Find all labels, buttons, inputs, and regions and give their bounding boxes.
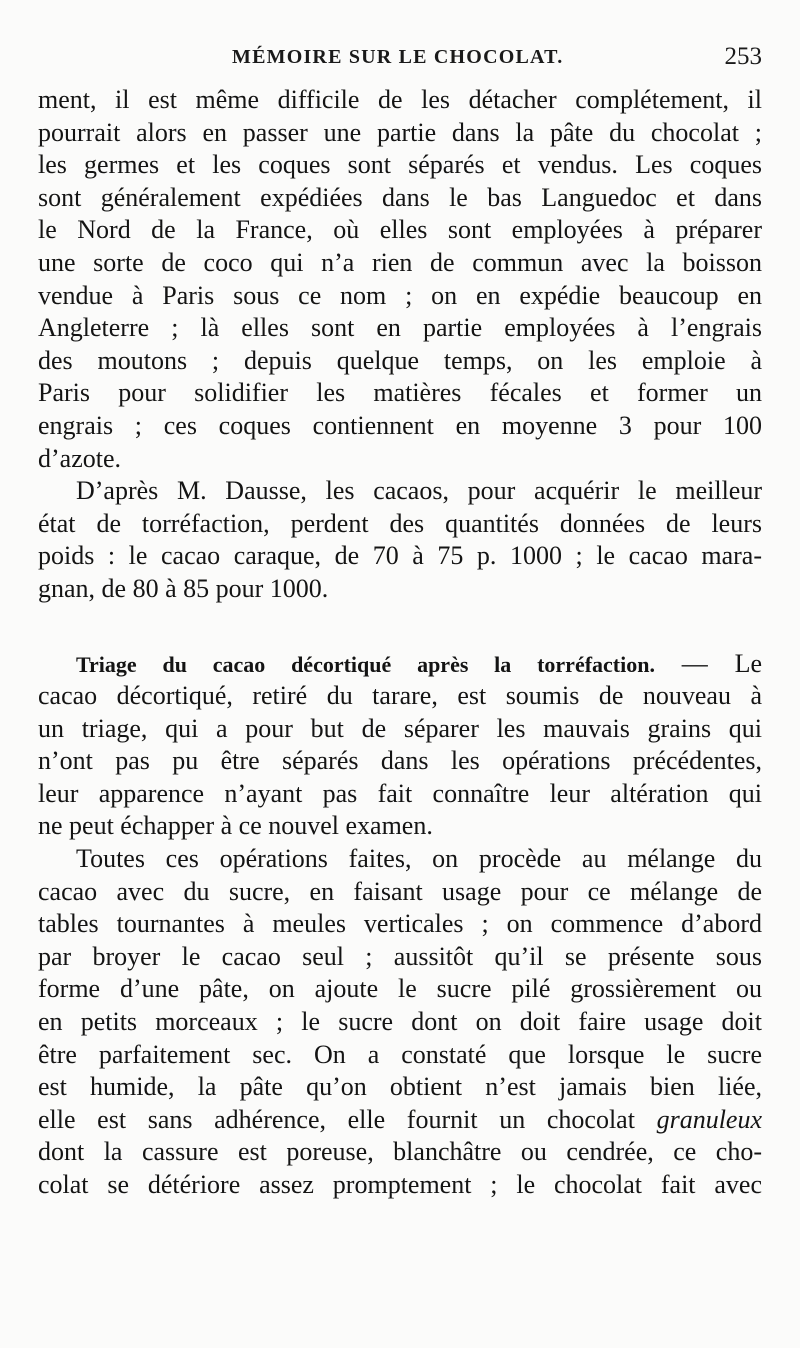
text-line: vendue à Paris sous ce nom ; on en expédie beaucoup en xyxy=(38,280,762,310)
text-line: cacao avec du sucre, en faisant usage pour ce mélange de xyxy=(38,876,762,906)
body-text xyxy=(38,84,762,1202)
text-line: engrais ; ces coques contiennent en moyenne 3 pour 100 xyxy=(38,410,762,440)
paragraph-4 xyxy=(38,843,762,1202)
text-line: dont la cassure est poreuse, blanchâtre ou cendrée, ce cho- xyxy=(38,1137,762,1167)
text-line: les germes et les coques sont séparés et vendus. Les coques xyxy=(38,150,762,180)
text-line: en petits morceaux ; le sucre dont on doit faire usage doit xyxy=(38,1007,762,1037)
section-gap xyxy=(38,606,762,648)
text-line: un triage, qui a pour but de séparer les mauvais grains qui xyxy=(38,713,762,743)
text-line: n’ont pas pu être séparés dans les opérations précédentes, xyxy=(38,746,762,776)
line-text: elle est sans adhérence, elle fournit un chocolat xyxy=(38,1104,657,1134)
text-line: cacao décortiqué, retiré du tarare, est soumis de nouveau à xyxy=(38,681,762,711)
text-line: pourrait alors en passer une partie dans la pâte du chocolat ; xyxy=(38,117,762,147)
text-line: être parfaitement sec. On a constaté que lorsque le sucre xyxy=(38,1039,762,1069)
text-line: est humide, la pâte qu’on obtient n’est jamais bien liée, xyxy=(38,1072,762,1102)
page-header xyxy=(0,42,800,82)
text-line: tables tournantes à meules verticales ; on commence d’abord xyxy=(38,909,762,939)
text-line: ne peut échapper à ce nouvel examen. xyxy=(38,811,433,841)
paragraph-2 xyxy=(38,475,762,605)
text-line: leur apparence n’ayant pas fait connaître leur altération qui xyxy=(38,778,762,808)
paragraph-1 xyxy=(38,84,762,475)
text-line: d’azote. xyxy=(38,443,122,473)
text-line: état de torréfaction, perdent des quantités données de leurs xyxy=(38,508,762,538)
text-line: une sorte de coco qui n’a rien de commun avec la boisson xyxy=(38,247,762,277)
section-heading-line xyxy=(38,648,762,681)
section-heading: Triage du cacao décortiqué après la torréfaction. xyxy=(76,651,655,677)
text-line: Paris pour solidifier les matières fécales et former un xyxy=(38,378,762,408)
text-line: par broyer le cacao seul ; aussitôt qu’il se présente sous xyxy=(38,941,762,971)
text-line: Toutes ces opérations faites, on procède au mélange du xyxy=(76,844,762,874)
text-line-with-italic xyxy=(38,1104,762,1137)
text-line: Angleterre ; là elles sont en partie employées à l’engrais xyxy=(38,313,762,343)
text-line: des moutons ; depuis quelque temps, on les emploie à xyxy=(38,345,762,375)
text-line: le Nord de la France, où elles sont employées à préparer xyxy=(38,215,762,245)
heading-tail: — Le xyxy=(654,648,762,678)
italic-word: granuleux xyxy=(656,1104,762,1134)
page-number: 253 xyxy=(724,43,762,70)
text-line: forme d’une pâte, on ajoute le sucre pilé grossièrement ou xyxy=(38,974,762,1004)
text-line: colat se détériore assez promptement ; le chocolat fait avec xyxy=(38,1170,762,1199)
text-line: ment, il est même difficile de les détacher complétement, il xyxy=(38,85,762,114)
running-title: MÉMOIRE SUR LE CHOCOLAT. xyxy=(232,46,564,68)
text-line: poids : le cacao caraque, de 70 à 75 p. 1000 ; le cacao mara- xyxy=(38,541,762,571)
text-line: sont généralement expédiées dans le bas Languedoc et dans xyxy=(38,182,762,212)
text-line: gnan, de 80 à 85 pour 1000. xyxy=(38,573,329,603)
text-line: D’après M. Dausse, les cacaos, pour acquérir le meilleur xyxy=(76,476,762,506)
paragraph-3 xyxy=(38,648,762,844)
